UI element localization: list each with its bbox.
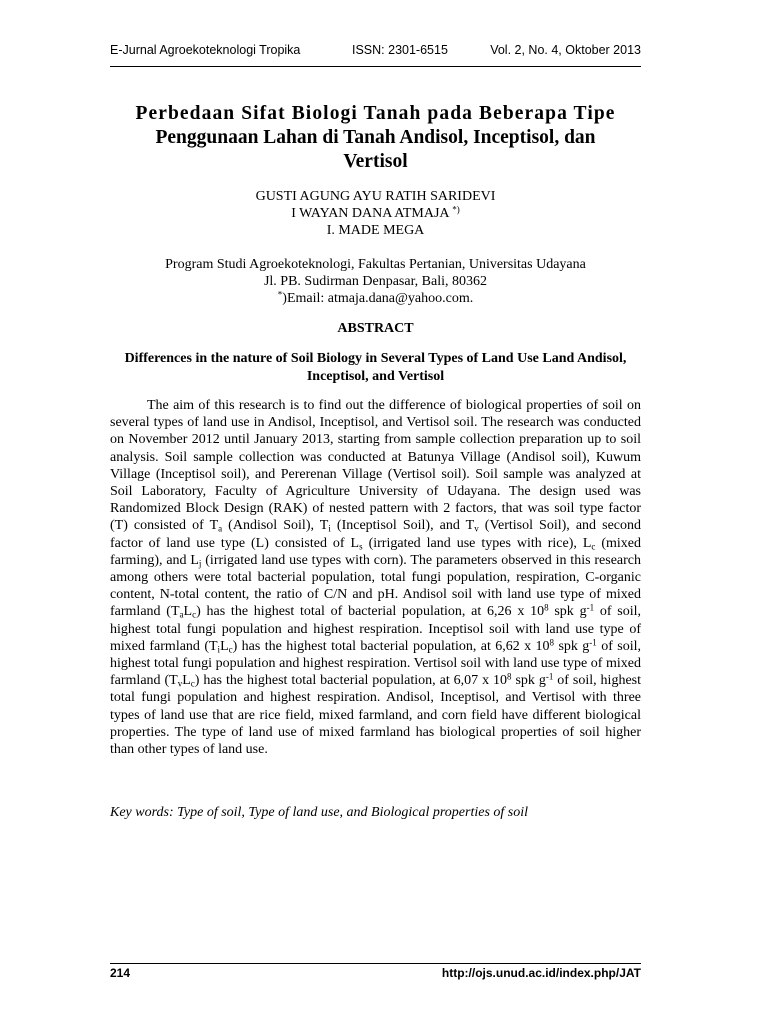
email-mark: * (277, 289, 283, 300)
issn: ISSN: 2301-6515 (352, 43, 448, 57)
header-rule (110, 66, 641, 67)
title-line-3: Vertisol (343, 151, 408, 172)
affiliation-line-2: Jl. PB. Sudirman Denpasar, Bali, 80362 (263, 274, 488, 289)
journal-name: E-Jurnal Agroekoteknologi Tropika (110, 43, 301, 57)
abstract-body (110, 397, 641, 758)
abstract-subtitle: Differences in the nature of Soil Biology in Several Types of Land Use Land Andisol, Inceptisol, and Vertisol (124, 351, 627, 384)
author-1: GUSTI AGUNG AYU RATIH SARIDEVI (255, 189, 496, 204)
author-3: I. MADE MEGA (326, 223, 425, 238)
title-line-2: Penggunaan Lahan di Tanah Andisol, Inceptisol, dan (155, 127, 596, 148)
email-text: )Email: atmaja.dana@yahoo.com. (282, 291, 474, 306)
email-line (110, 290, 641, 307)
title-line-1: Perbedaan Sifat Biologi Tanah pada Beberapa Tipe (135, 103, 616, 124)
abstract-paragraph: The aim of this research is to find out the difference of biological properties of soil on several types of land use in Andisol, Inceptisol, and Vertisol soil. The research was conducted on November 2012 until January 2013, starting from sample collection preparation up to soil analysis. Soil sample collection was conducted at Batunya Village (Andisol soil), Kuwum Village (Inceptisol soil), and Pererenan Village (Vertisol soil). Soil sample was analyzed at Soil Laboratory, Faculty of Agriculture University of Udayana. The design used was Randomized Block Design (RAK) of nested pattern with 2 factors, that was soil type factor (T) consisted of $T_a$ (Andisol Soil), $T_i$ (Inceptisol Soil), and $T_v$ (Vertisol Soil), and second factor of land use type (L) consisted of $L_s$ (irrigated land use types with rice), $L_c$ (mixed farming), and $L_j$ (irrigated land use types with corn). The parameters observed in this research among others were total bacterial population, total fungi population, respiration, C-organic content, N-total content, the ratio of C/N and pH. Andisol soil with land use type of mixed farmland $(T_aL_c)$ has the highest total of bacterial population, at 6,26 x $10^8$ spk $g^{-1}$ of soil, highest total fungi population and highest respiration. Inceptisol soil with land use type of mixed farmland $(T_iL_c)$ has the highest total bacterial population, at 6,62 x $10^8$ spk $g^{-1}$ of soil, highest total fungi population and highest respiration. Vertisol soil with land use type of mixed farmland $(T_vL_c)$ has the highest total bacterial population, at 6,07 x $10^8$ spk $g^{-1}$ of soil, highest total fungi population and highest respiration. Andisol, Inceptisol, and Vertisol with three types of land use that are rice field, mixed farmland, and corn field have different biological properties. The type of land use of mixed farmland has biological properties of soil higher than other types of land use. (110, 398, 642, 758)
affiliation (110, 256, 641, 307)
author-2 (110, 205, 641, 222)
footer-rule (110, 963, 641, 964)
keywords: Key words: Type of soil, Type of land use, and Biological properties of soil (110, 805, 529, 820)
abstract-heading: ABSTRACT (337, 321, 414, 336)
paper-title (110, 102, 641, 174)
author-2-name: I WAYAN DANA ATMAJA (291, 206, 449, 221)
volume-info: Vol. 2, No. 4, Oktober 2013 (490, 43, 641, 57)
page-number: 214 (110, 966, 131, 980)
running-header (110, 43, 641, 63)
running-footer (110, 966, 641, 984)
corresponding-mark: *) (452, 204, 460, 215)
journal-url[interactable]: http://ojs.unud.ac.id/index.php/JAT (441, 966, 641, 980)
affiliation-line-1: Program Studi Agroekoteknologi, Fakultas Pertanian, Universitas Udayana (165, 257, 586, 272)
author-list (110, 188, 641, 239)
